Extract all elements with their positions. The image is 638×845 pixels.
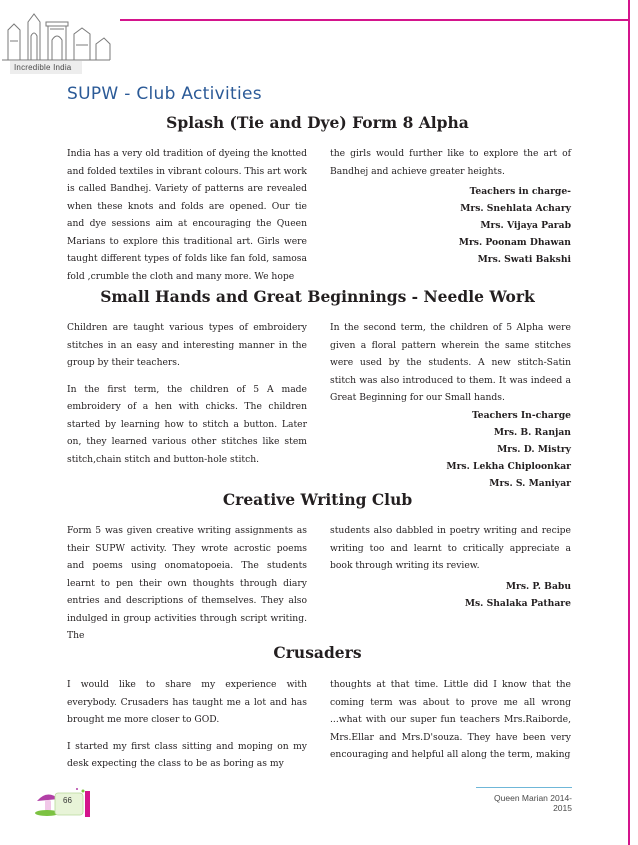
credit-line: Mrs. Swati Bakshi <box>477 254 571 265</box>
credit-line: Mrs. B. Ranjan <box>493 427 571 438</box>
section-title-creative-writing: Creative Writing Club <box>222 490 413 509</box>
crusaders-left-paragraph-2: I started my first class sitting and moping on my desk expecting the class to be as boring as my <box>67 740 307 769</box>
crusaders-left-column <box>67 676 307 782</box>
publication-footer: Queen Marian 2014-2015 <box>494 793 572 813</box>
credit-line: Teachers in charge- <box>469 186 571 197</box>
needle-left-paragraph-2: In the first term, the children of 5 A made embroidery of a hen with chicks. The children started by learning how to stitch a button. Later on, they learned various other stitches like stem stitch,chain stitch and button-hole stitch. <box>67 383 307 465</box>
section-title-crusaders: Crusaders <box>273 643 362 662</box>
splash-right-paragraph: the girls would further like to explore the art of Bandhej and achieve greater heights. <box>330 148 571 177</box>
needle-left-paragraph-1: Children are taught various types of embroidery stitches in an easy and interesting manner in the group by their teachers. <box>67 322 307 368</box>
needle-left-column <box>67 319 307 477</box>
section-title-needle-work: Small Hands and Great Beginnings - Needle Work <box>100 287 535 306</box>
page-border-right <box>628 0 630 845</box>
logo-text: Incredible India <box>14 63 72 72</box>
creative-right-paragraph: students also dabbled in poetry writing and recipe writing too and learnt to critically appreciate a book through writing its review. <box>330 525 571 571</box>
needle-right-paragraph: In the second term, the children of 5 Alpha were given a floral pattern wherein the same stitches were used by the students. A new stitch-Satin stitch was also introduced to them. It was indeed a Great Beginning for our Small hands. <box>330 322 571 403</box>
creative-credits <box>330 578 571 612</box>
credit-line: Mrs. D. Mistry <box>497 444 571 455</box>
credit-line: Mrs. Poonam Dhawan <box>458 237 571 248</box>
mushroom-page-badge-icon <box>33 787 91 817</box>
needle-credits <box>330 407 571 492</box>
page-heading: SUPW - Club Activities <box>67 84 262 104</box>
page-number: 66 <box>63 796 72 805</box>
credit-line: Mrs. Lekha Chiploonkar <box>446 461 571 472</box>
credit-line: Mrs. Snehlata Achary <box>460 203 571 214</box>
credit-line: Ms. Shalaka Pathare <box>464 598 571 609</box>
needle-right-column <box>330 319 571 416</box>
creative-right-column <box>330 522 571 584</box>
creative-left-column <box>67 522 307 654</box>
splash-left-column <box>67 145 307 294</box>
credit-line: Mrs. S. Maniyar <box>489 478 571 489</box>
crusaders-right-column <box>330 676 571 773</box>
creative-left-paragraph: Form 5 was given creative writing assignments as their SUPW activity. They wrote acrostic poems and poems using onomatopoeia. The students learnt to pen their own thoughts through diary entries and descriptions of themselves. They also indulged in group activities through script writing. The <box>67 525 307 641</box>
section-title-splash: Splash (Tie and Dye) Form 8 Alpha <box>166 113 469 132</box>
splash-left-paragraph: India has a very old tradition of dyeing the knotted and folded textiles in vibrant colours. This art work is called Bandhej. Variety of patterns are revealed when these knots and folds are opened. Our tie and dye sessions aim at encouraging the Queen Marians to explore this traditional art. Girls were taught different types of folds like fan fold, samosa fold ,crumble the cloth and many more. We hope <box>67 148 307 282</box>
credit-line: Mrs. Vijaya Parab <box>480 220 571 231</box>
splash-credits <box>330 183 571 268</box>
credit-line: Teachers In-charge <box>471 410 571 421</box>
footer-rule <box>476 787 572 788</box>
crusaders-right-paragraph: thoughts at that time. Little did I know that the coming term was about to prove me all wrong ...what with our super fun teachers Mrs.Raiborde, Mrs.Ellar and Mrs.D'souza. They have been very encouraging and helpful all along the term, making <box>330 679 571 760</box>
crusaders-left-paragraph-1: I would like to share my experience with everybody. Crusaders has taught me a lot and has brought me more closer to GOD. <box>67 679 307 725</box>
credit-line: Mrs. P. Babu <box>505 581 571 592</box>
